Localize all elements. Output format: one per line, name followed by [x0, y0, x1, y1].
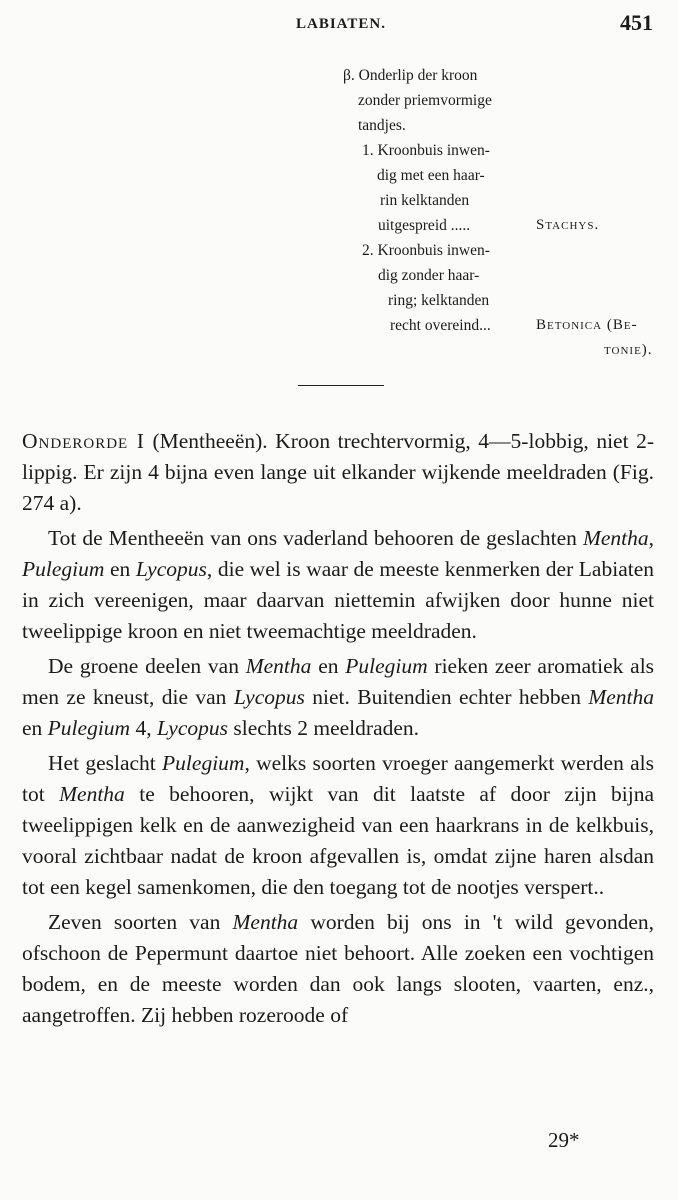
- key-line: dig zonder haar-: [378, 267, 480, 284]
- taxon-name: Pulegium: [162, 751, 245, 775]
- paragraph: Tot de Mentheeën van ons vaderland behooren de geslachten Mentha, Pulegium en Lycopus, die wel is waar de meeste kenmerken der Labiaten in zich vereenigen, maar daarvan niettemin afwijken door hunne niet tweelippige kroon en niet tweemachtige meeldraden.: [22, 526, 655, 643]
- genus-betonica: Betonica (Be-: [536, 317, 638, 333]
- taxon-name: Mentha: [59, 782, 125, 806]
- key-line: rin kelktanden: [380, 192, 470, 209]
- key-line: zonder priemvormige: [358, 92, 492, 109]
- taxon-name: Pulegium: [345, 654, 428, 678]
- key-line: tandjes.: [358, 117, 406, 134]
- key-line: dig met een haar-: [377, 167, 485, 184]
- taxon-name: Lycopus: [233, 685, 305, 709]
- key-line: 1. Kroonbuis inwen-: [362, 142, 490, 159]
- taxon-name: Pulegium: [22, 557, 105, 581]
- taxon-name: Pulegium: [47, 716, 131, 740]
- running-head: LABIATEN.: [296, 16, 386, 32]
- taxon-name: Mentha: [588, 685, 655, 709]
- suborder-label: Onderorde I: [22, 429, 145, 453]
- taxon-name: Lycopus: [156, 716, 228, 740]
- taxon-name: Mentha: [232, 910, 299, 934]
- paragraph: Het geslacht Pulegium, welks soorten vroeger aangemerkt werden als tot Mentha te behooren, wijkt van dit laatste af door zijn bijna tweelippigen kelk en de aanwezigheid van een haarkrans in de kelkbuis, vooral zichtbaar nadat de kroon afgevallen is, omdat zijne haren alsdan tot een kegel samenkomen, die den toegang tot de nootjes verspert..: [22, 751, 655, 899]
- paragraph: De groene deelen van Mentha en Pulegium rieken zeer aromatiek als men ze kneust, die van Lycopus niet. Buitendien echter hebben Mentha en Pulegium 4, Lycopus slechts 2 meeldraden.: [22, 654, 655, 740]
- section-divider: [298, 385, 384, 386]
- page-number: 451: [620, 10, 653, 35]
- key-line: ring; kelktanden: [388, 292, 490, 309]
- genus-betonica-cont: tonie).: [604, 342, 653, 358]
- key-line: 2. Kroonbuis inwen-: [362, 242, 490, 259]
- taxon-name: Mentha: [245, 654, 312, 678]
- key-line: uitgespreid .....: [378, 217, 471, 234]
- body-text: [22, 426, 654, 1035]
- key-line: recht overeind...: [390, 317, 491, 334]
- key-line: β. Onderlip der kroon: [343, 67, 478, 84]
- paragraph: Zeven soorten van Mentha worden bij ons in 't wild gevonden, ofschoon de Pepermunt daartoe niet behoort. Alle zoeken een vochtigen bodem, en de meeste worden dan ook langs slooten, vaarten, enz., aangetroffen. Zij hebben rozeroode of: [22, 910, 655, 1027]
- taxon-name: Mentha: [582, 526, 649, 550]
- taxon-name: Lycopus: [135, 557, 207, 581]
- paragraph: Onderorde I (Mentheeën). Kroon trechtervormig, 4—5-lobbig, niet 2-lippig. Er zijn 4 bijna even lange uit elkander wijkende meeldraden (Fig. 274 a).: [22, 429, 655, 515]
- signature-mark: 29*: [548, 1128, 580, 1152]
- genus-stachys: Stachys.: [536, 217, 600, 233]
